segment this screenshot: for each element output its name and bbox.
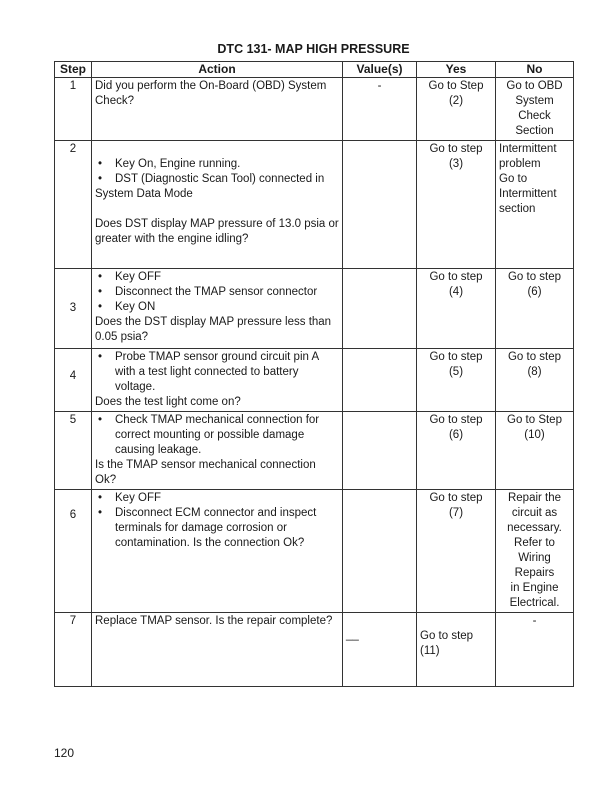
yes-cell	[417, 349, 496, 412]
action-bullet: • Probe TMAP sensor ground circuit pin A with a test light connected to battery voltage.	[95, 350, 339, 395]
yes-line: Go to Step	[428, 80, 484, 92]
no-line: -	[532, 615, 537, 627]
yes-line: (4)	[448, 286, 464, 298]
action-question: Does the DST display MAP pressure less than 0.05 psia?	[95, 316, 332, 343]
action-cell	[92, 349, 343, 412]
table-header-row	[55, 62, 574, 78]
no-line: problem	[499, 158, 541, 170]
value-cell: -	[343, 78, 417, 141]
yes-cell	[417, 412, 496, 490]
step-number: 7	[55, 613, 92, 687]
action-question: Does the test light come on?	[95, 396, 241, 408]
action-question: Is the TMAP sensor mechanical connection Ok?	[95, 459, 316, 486]
no-line: Intermittent	[499, 143, 557, 155]
yes-line: Go to step	[429, 492, 483, 504]
no-line: Go to OBD	[506, 80, 563, 92]
action-text: Replace TMAP sensor. Is the repair complete?	[95, 615, 333, 627]
action-bullet: • Key On, Engine running.	[95, 157, 339, 172]
yes-line: Go to step	[429, 414, 483, 426]
table-row	[55, 141, 574, 269]
yes-cell	[417, 78, 496, 141]
value-cell	[343, 269, 417, 349]
no-line: Refer to	[514, 537, 555, 549]
step-number: 3	[55, 269, 92, 349]
value-cell	[343, 141, 417, 269]
no-line: circuit as	[511, 507, 558, 519]
step-number: 5	[55, 412, 92, 490]
table-row	[55, 269, 574, 349]
yes-line: Go to step	[429, 351, 483, 363]
table-row	[55, 412, 574, 490]
action-bullet: • Key OFF	[95, 491, 339, 506]
no-line: Check	[518, 110, 551, 122]
no-line: (10)	[524, 429, 545, 441]
action-cell	[92, 141, 343, 269]
value-cell	[343, 349, 417, 412]
value-cell	[343, 613, 417, 687]
no-line: Section	[515, 125, 554, 137]
action-cell	[92, 490, 343, 613]
no-cell	[496, 78, 574, 141]
action-bullet: • Check TMAP mechanical connection for correct mounting or possible damage causing leakage.	[95, 413, 339, 458]
step-number: 1	[55, 78, 92, 141]
header-action: Action	[92, 62, 343, 78]
no-cell	[496, 269, 574, 349]
yes-cell	[417, 490, 496, 613]
no-line: Electrical.	[509, 597, 560, 609]
no-line: in Engine	[510, 582, 559, 594]
page-number: 120	[54, 746, 75, 760]
diagnostic-table	[54, 61, 574, 687]
yes-line: (7)	[448, 507, 464, 519]
step-number	[55, 349, 92, 412]
yes-line: Go to step	[429, 271, 483, 283]
step-number	[55, 490, 92, 613]
header-value: Value(s)	[343, 62, 417, 78]
value-dash: __	[346, 629, 359, 641]
table-row	[55, 349, 574, 412]
no-line: (6)	[527, 286, 542, 298]
action-text: System Data Mode	[95, 188, 193, 200]
yes-line: (2)	[448, 95, 464, 107]
header-no: No	[496, 62, 574, 78]
no-line: Wiring	[518, 552, 551, 564]
no-line: System	[515, 95, 554, 107]
no-line: Repair the	[507, 492, 562, 504]
yes-line: Go to step	[429, 143, 483, 155]
no-line: necessary.	[507, 522, 562, 534]
table-row	[55, 490, 574, 613]
yes-cell	[417, 141, 496, 269]
no-line: Go to Step	[507, 414, 562, 426]
no-line: (8)	[527, 366, 542, 378]
no-cell	[496, 490, 574, 613]
yes-line: (11)	[420, 645, 440, 657]
step-number-text: 6	[69, 509, 77, 521]
action-cell	[92, 269, 343, 349]
step-number: 2	[55, 141, 92, 269]
step-number-text: 4	[69, 370, 77, 382]
yes-line: Go to step	[420, 630, 474, 642]
action-text: Did you perform the On-Board (OBD) System Check?	[95, 80, 327, 107]
action-bullet: • Key OFF	[95, 270, 339, 285]
value-cell	[343, 412, 417, 490]
yes-line: (6)	[448, 429, 464, 441]
no-cell	[496, 412, 574, 490]
action-bullet: • Disconnect the TMAP sensor connector	[95, 285, 339, 300]
value-cell	[343, 490, 417, 613]
yes-cell	[417, 269, 496, 349]
action-bullet: • Key ON	[95, 300, 339, 315]
action-bullet: • Disconnect ECM connector and inspect terminals for damage corrosion or contamination. Is the connection Ok?	[95, 506, 339, 551]
no-cell	[496, 141, 574, 269]
yes-line: (5)	[448, 366, 464, 378]
action-question: Does DST display MAP pressure of 13.0 psia or greater with the engine idling?	[95, 218, 339, 245]
no-cell	[496, 349, 574, 412]
yes-cell	[417, 613, 496, 687]
no-line: Go to step	[507, 271, 562, 283]
no-line: Intermittent	[499, 188, 557, 200]
no-line: Go to	[499, 173, 528, 185]
no-line: Go to step	[507, 351, 562, 363]
action-cell	[92, 78, 343, 141]
header-yes: Yes	[417, 62, 496, 78]
no-line: Repairs	[514, 567, 555, 579]
no-cell	[496, 613, 574, 687]
action-bullet: • DST (Diagnostic Scan Tool) connected in	[95, 172, 339, 187]
action-cell	[92, 613, 343, 687]
table-row	[55, 78, 574, 141]
header-step: Step	[55, 62, 92, 78]
action-cell	[92, 412, 343, 490]
page-title: DTC 131- MAP HIGH PRESSURE	[217, 42, 410, 56]
table-row	[55, 613, 574, 687]
no-line: section	[499, 203, 536, 215]
yes-line: (3)	[448, 158, 464, 170]
